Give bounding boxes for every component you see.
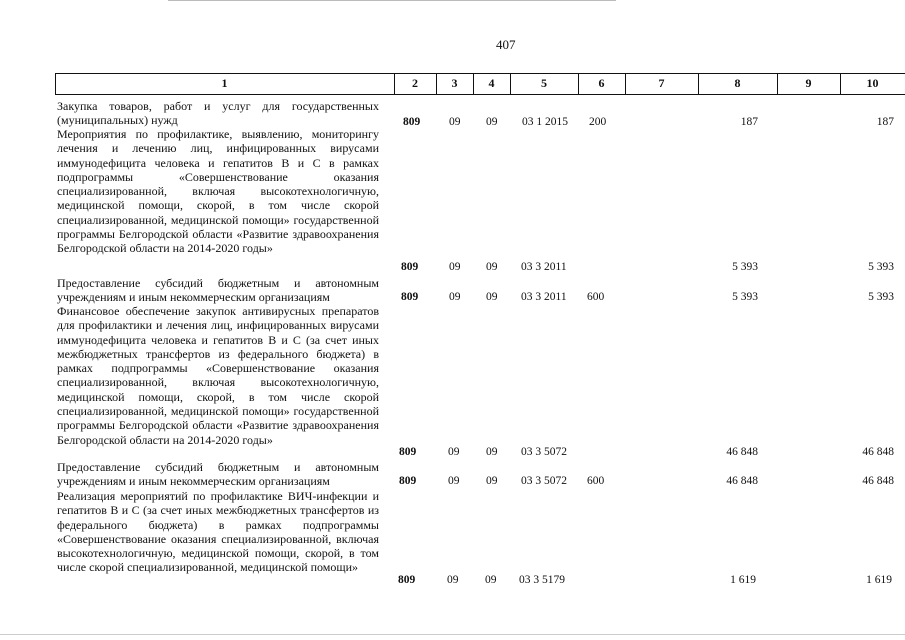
row-description: Предоставление субсидий бюджетным и автономным учреждениям и иным некоммерческим организациям: [57, 460, 379, 489]
row-description: Реализация мероприятий по профилактике ВИЧ-инфекции и гепатитов В и С (за счет иных межбюджетных трансфертов из федерального бюджета) в рамках подпрограммы «Совершенствование оказания специализированной, включая высокотехнологичную, медицинской помощи, скорой, в том числе скорой специализированной, медицинской помощи»: [57, 489, 379, 575]
header-col-3: 3: [451, 76, 458, 90]
row-code-col4: 09: [486, 291, 498, 303]
row-code-col4: 09: [486, 475, 498, 487]
row-code-col6: 600: [587, 291, 605, 303]
row-code-col5: 03 3 5072: [521, 446, 567, 458]
header-col-7: 7: [658, 76, 665, 90]
row-code-col5: 03 3 5179: [519, 574, 565, 586]
row-amount-col8: 1 619: [730, 574, 756, 586]
row-code-col4: 09: [486, 116, 498, 128]
row-amount-col10: 187: [876, 116, 894, 128]
row-description: Закупка товаров, работ и услуг для государственных (муниципальных) нужд: [57, 99, 379, 128]
row-amount-col8: 187: [740, 116, 758, 128]
row-amount-col10: 5 393: [868, 291, 894, 303]
row-code-col2: 809: [399, 446, 417, 458]
row-code-col3: 09: [449, 291, 461, 303]
row-code-col2: 809: [398, 574, 416, 586]
row-amount-col8: 5 393: [732, 291, 758, 303]
bottom-edge-line: [0, 634, 905, 635]
row-code-col5: 03 1 2015: [522, 116, 568, 128]
header-col-9: 9: [805, 76, 812, 90]
row-description: Мероприятия по профилактике, выявлению, мониторингу лечения и лечению лиц, инфицированных вирусами иммунодефицита человека и гепатитов В и С в рамках подпрограммы «Совершенствование оказания специализированной, включая высокотехнологичную, медицинской помощи, скорой, в том числе скорой специализированной, медицинской помощи» государственной программы Белгородской области «Развитие здравоохранения Белгородской области на 2014-2020 годы»: [57, 127, 379, 256]
table-header: [55, 73, 905, 95]
row-code-col2: 809: [403, 116, 421, 128]
row-amount-col10: 46 848: [862, 446, 894, 458]
row-code-col6: 600: [587, 475, 605, 487]
header-col-2: 2: [412, 76, 418, 90]
row-code-col6: 200: [589, 116, 607, 128]
row-code-col2: 809: [399, 475, 417, 487]
row-code-col3: 09: [448, 475, 460, 487]
row-code-col2: 809: [401, 291, 419, 303]
header-col-8: 8: [734, 76, 741, 90]
row-amount-col10: 5 393: [868, 261, 894, 273]
header-col-4: 4: [488, 76, 495, 90]
row-amount-col10: 1 619: [866, 574, 892, 586]
row-code-col5: 03 3 2011: [521, 291, 567, 303]
row-code-col4: 09: [486, 261, 498, 273]
page-number: 407: [496, 37, 516, 52]
row-amount-col8: 46 848: [726, 446, 758, 458]
row-amount-col8: 46 848: [726, 475, 758, 487]
row-amount-col8: 5 393: [732, 261, 758, 273]
header-col-1: 1: [221, 76, 228, 90]
row-description: Финансовое обеспечение закупок антивирусных препаратов для профилактики и лечения лиц, инфицированных вирусами иммунодефицита человека и гепатитов В и С (за счет иных межбюджетных трансфертов из федерального бюджета) в рамках подпрограммы «Совершенствование оказания специализированной, включая высокотехнологичную, медицинской помощи, скорой, в том числе скорой специализированной, медицинской помощи» государственной программы Белгородской области «Развитие здравоохранения Белгородской области на 2014-2020 годы»: [57, 304, 379, 447]
row-code-col2: 809: [401, 261, 419, 273]
row-code-col4: 09: [486, 446, 498, 458]
header-col-10: 10: [866, 76, 879, 90]
row-code-col5: 03 3 5072: [521, 475, 567, 487]
top-edge-line: [168, 0, 616, 1]
row-code-col3: 09: [448, 446, 460, 458]
header-col-5: 5: [541, 76, 547, 90]
row-code-col4: 09: [485, 574, 497, 586]
row-code-col3: 09: [447, 574, 459, 586]
row-code-col3: 09: [449, 116, 461, 128]
row-code-col5: 03 3 2011: [521, 261, 567, 273]
row-description: Предоставление субсидий бюджетным и автономным учреждениям и иным некоммерческим организациям: [57, 276, 379, 305]
row-amount-col10: 46 848: [862, 475, 894, 487]
row-code-col3: 09: [449, 261, 461, 273]
header-col-6: 6: [598, 76, 605, 90]
